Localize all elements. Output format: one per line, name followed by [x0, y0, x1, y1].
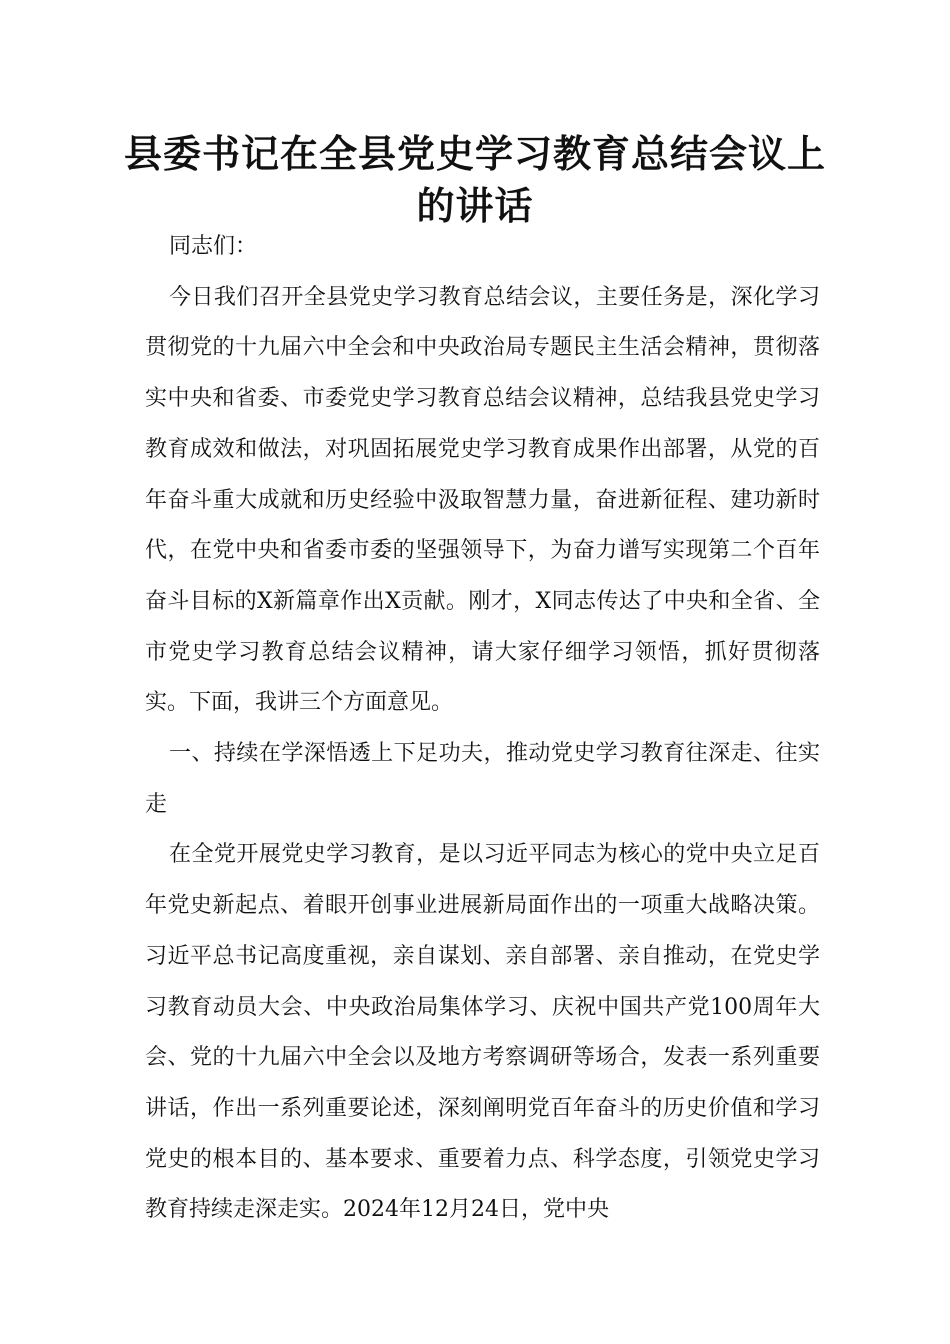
document-body [145, 222, 820, 1236]
paragraph-section-1: 在全党开展党史学习教育，是以习近平同志为核心的党中央立足百年党史新起点、着眼开创事业进展新局面作出的一项重大战略决策。习近平总书记高度重视，亲自谋划、亲自部署、亲自推动，在党史学习教育动员大会、中央政治局集体学习、庆祝中国共产党100周年大会、党的十九届六中全会以及地方考察调研等场合，发表一系列重要讲话，作出一系列重要论述，深刻阐明党百年奋斗的历史价值和学习党史的根本目的、基本要求、重要着力点、科学态度，引领党史学习教育持续走深走实。2024年12月24日，党中央 [145, 842, 820, 1223]
document-title: 县委书记在全县党史学习教育总结会议上的讲话 [123, 132, 826, 228]
section-heading-1: 一、持续在学深悟透上下足功夫，推动党史学习教育往深走、往实走 [145, 741, 820, 817]
greeting: 同志们： [169, 234, 258, 259]
paragraph-intro: 今日我们召开全县党史学习教育总结会议，主要任务是，深化学习贯彻党的十九届六中全会和中央政治局专题民主生活会精神，贯彻落实中央和省委、市委党史学习教育总结会议精神，总结我县党史学习教育成效和做法，对巩固拓展党史学习教育成果作出部署，从党的百年奋斗重大成就和历史经验中汲取智慧力量，奋进新征程、建功新时代，在党中央和省委市委的坚强领导下，为奋力谱写实现第二个百年奋斗目标的X新篇章作出X贡献。刚才，X同志传达了中央和全省、全市党史学习教育总结会议精神，请大家仔细学习领悟，抓好贯彻落实。下面，我讲三个方面意见。 [145, 284, 820, 716]
